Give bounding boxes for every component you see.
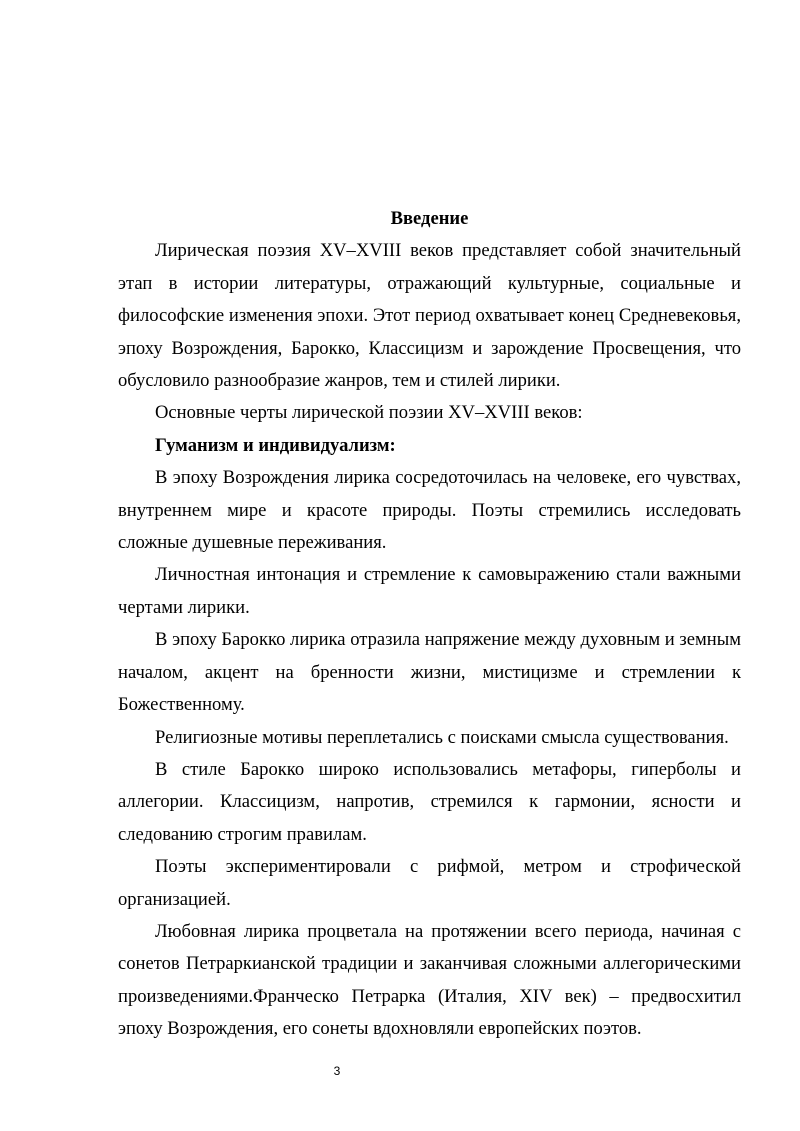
paragraph-love-lyric: Любовная лирика процветала на протяжении всего периода, начиная с сонетов Петраркианской традиции и заканчивая сложными аллегорическими произведениями.Франческо Петрарка (Италия, XIV век) – предвосхитил эпоху Возрождения, его сонеты вдохновляли европейских поэтов. <box>118 920 741 1040</box>
paragraph-main-features: Основные черты лирической поэзии XV–XVIII веков: <box>155 402 583 424</box>
paragraph-intro: Лирическая поэзия XV–XVIII веков представляет собой значительный этап в истории литературы, отражающий культурные, социальные и философские изменения эпохи. Этот период охватывает конец Средневековья, эпоху Возрождения, Барокко, Классицизм и зарождение Просвещения, что обусловило разнообразие жанров, тем и стилей лирики. <box>118 240 741 392</box>
page-body <box>118 203 741 1046</box>
subheading-humanism: Гуманизм и индивидуализм: <box>155 434 396 456</box>
paragraph-renaissance: В эпоху Возрождения лирика сосредоточилась на человеке, его чувствах, внутреннем мире и красоте природы. Поэты стремились исследовать сложные душевные переживания. <box>118 467 741 554</box>
paragraph-experiments: Поэты экспериментировали с рифмой, метром и строфической организацией. <box>118 856 741 910</box>
page-number: 3 <box>333 1064 341 1078</box>
paragraph-personal-intonation: Личностная интонация и стремление к самовыражению стали важными чертами лирики. <box>118 564 741 618</box>
section-heading: Введение <box>390 208 469 229</box>
paragraph-religious-motifs: Религиозные мотивы переплетались с поисками смысла существования. <box>155 726 729 748</box>
paragraph-baroque: В эпоху Барокко лирика отразила напряжение между духовным и земным началом, акцент на бренности жизни, мистицизме и стремлении к Божественному. <box>118 629 741 716</box>
paragraph-baroque-style: В стиле Барокко широко использовались метафоры, гиперболы и аллегории. Классицизм, напротив, стремился к гармонии, ясности и следованию строгим правилам. <box>118 758 741 845</box>
